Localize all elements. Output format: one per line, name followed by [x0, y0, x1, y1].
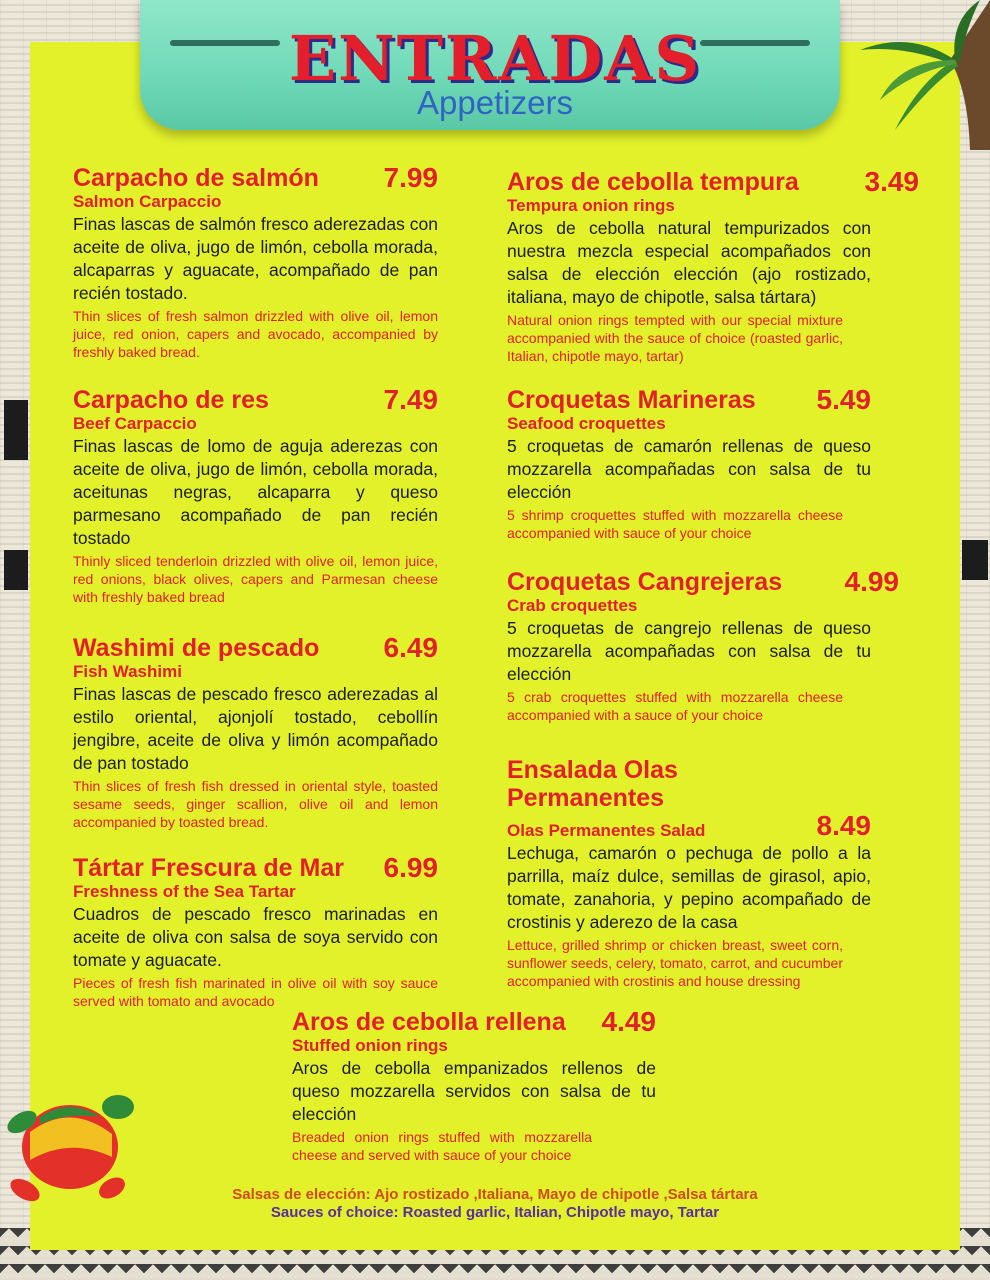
item-description-es: Aros de cebolla natural tempurizados con nuestra mezcla especial acompañados con salsa de elección elección (ajo rostizado, italiana, mayo de chipotle, salsa tártara)	[507, 218, 871, 307]
item-name: Aros de cebolla rellena	[292, 1008, 566, 1036]
item-description-es: 5 croquetas de cangrejo rellenas de queso mozzarella acompañadas con salsa de tu elección	[507, 618, 871, 684]
item-price: 4.49	[601, 1006, 656, 1037]
item-description-en: Pieces of fresh fish marinated in olive oil with soy sauce served with tomato and avocado	[73, 975, 438, 1009]
item-english-name: Crab croquettes	[507, 596, 638, 615]
sauces-english: Sauces of choice: Roasted garlic, Italian, Chipotle mayo, Tartar	[270, 1204, 720, 1221]
menu-item-seafood-croquettes	[507, 386, 871, 542]
news-column-left-2	[4, 550, 28, 590]
sauces-spanish: Salsas de elección: Ajo rostizado ,Italiana, Mayo de chipotle ,Salsa tártara	[232, 1186, 758, 1203]
item-price: 6.99	[383, 852, 438, 883]
item-description-es: Finas lascas de salmón fresco aderezadas con aceite de oliva, jugo de limón, cebolla morada, alcaparras y aguacate, acompañado de pan recién tostado.	[73, 214, 438, 303]
item-price: 6.49	[383, 632, 438, 663]
news-column-left	[4, 400, 28, 460]
item-description-en: Thin slices of fresh fish dressed in oriental style, toasted sesame seeds, ginger scallion, olive oil and lemon accompanied by toasted bread.	[73, 778, 438, 830]
item-price: 5.49	[816, 384, 871, 415]
menu-item-crab-croquettes	[507, 568, 899, 724]
item-description-es: Cuadros de pescado fresco marinadas en aceite de oliva con salsa de soya servido con tomate y aguacate.	[73, 904, 438, 970]
item-price: 4.99	[844, 566, 899, 597]
menu-item-sea-tartar	[73, 854, 438, 1010]
item-description-en: Natural onion rings tempted with our special mixture accompanied with the sauce of choice (roasted garlic, Italian, chipotle mayo, tartar)	[507, 312, 843, 364]
item-english-name: Seafood croquettes	[507, 414, 666, 433]
item-english-name: Tempura onion rings	[507, 196, 675, 215]
item-description-en: Lettuce, grilled shrimp or chicken breast, sweet corn, sunflower seeds, celery, tomato, carrot, and cucumber accompanied with crostinis and house dressing	[507, 937, 843, 989]
menu-item-fish-washimi	[73, 634, 438, 831]
item-english-name: Fish Washimi	[73, 662, 182, 681]
item-description-en: 5 crab croquettes stuffed with mozzarella cheese accompanied with a sauce of your choice	[507, 689, 843, 723]
item-description-en: 5 shrimp croquettes stuffed with mozzarella cheese accompanied with sauce of your choice	[507, 507, 843, 541]
page-subtitle: Appetizers	[417, 84, 573, 121]
menu-item-stuffed-onion-rings	[292, 1008, 656, 1164]
menu-item-olas-permanentes-salad	[507, 756, 871, 990]
item-description-es: Lechuga, camarón o pechuga de pollo a la parrilla, maíz dulce, semillas de girasol, apio, tomate, zanahoria, y pepino acompañado de crostinis y aderezo de la casa	[507, 843, 871, 932]
item-name-line2: Permanentes	[507, 784, 665, 812]
item-english-name: Stuffed onion rings	[292, 1036, 448, 1055]
item-english-name: Beef Carpaccio	[73, 414, 197, 433]
page-title: ENTRADAS	[288, 22, 702, 95]
item-price: 7.99	[383, 162, 438, 193]
item-name: Croquetas Cangrejeras	[507, 568, 783, 596]
item-english-name: Olas Permanentes Salad	[507, 821, 706, 840]
item-name-line1: Ensalada Olas	[507, 756, 678, 784]
menu-item-tempura-onion-rings	[507, 168, 919, 365]
item-description-es: 5 croquetas de camarón rellenas de queso mozzarella acompañadas con salsa de tu elección	[507, 436, 871, 502]
item-name: Croquetas Marineras	[507, 386, 756, 414]
item-description-es: Finas lascas de pescado fresco aderezadas al estilo oriental, ajonjolí tostado, cebollín jengibre, aceite de oliva y limón acompañado de pan tostado	[73, 684, 438, 773]
item-english-name: Salmon Carpaccio	[73, 192, 222, 211]
item-description-en: Breaded onion rings stuffed with mozzarella cheese and served with sauce of your choice	[292, 1129, 592, 1163]
item-name: Washimi de pescado	[73, 634, 320, 662]
menu-item-beef-carpaccio	[73, 386, 438, 606]
item-description-es: Finas lascas de lomo de aguja aderezas con aceite de oliva, jugo de limón, cebolla morada, aceitunas negras, alcaparra y queso parmesano acompañado de pan recién tostado	[73, 436, 438, 548]
item-description-es: Aros de cebolla empanizados rellenos de queso mozzarella servidos con salsa de tu elección	[292, 1058, 656, 1124]
item-description-en: Thinly sliced tenderloin drizzled with olive oil, lemon juice, red onions, black olives, capers and Parmesan cheese with freshly baked bread	[73, 553, 438, 605]
item-name: Carpacho de salmón	[73, 164, 319, 192]
menu-item-salmon-carpaccio	[73, 164, 438, 361]
item-name: Carpacho de res	[73, 386, 269, 414]
item-price: 8.49	[816, 810, 871, 841]
item-english-name: Freshness of the Sea Tartar	[73, 882, 296, 901]
item-description-en: Thin slices of fresh salmon drizzled with olive oil, lemon juice, red onion, capers and avocado, accompanied by freshly baked bread.	[73, 308, 438, 360]
item-price: 7.49	[383, 384, 438, 415]
item-name: Aros de cebolla tempura	[507, 168, 799, 196]
item-price: 3.49	[864, 166, 919, 197]
item-name: Tártar Frescura de Mar	[73, 854, 344, 882]
news-column-right	[962, 540, 988, 580]
